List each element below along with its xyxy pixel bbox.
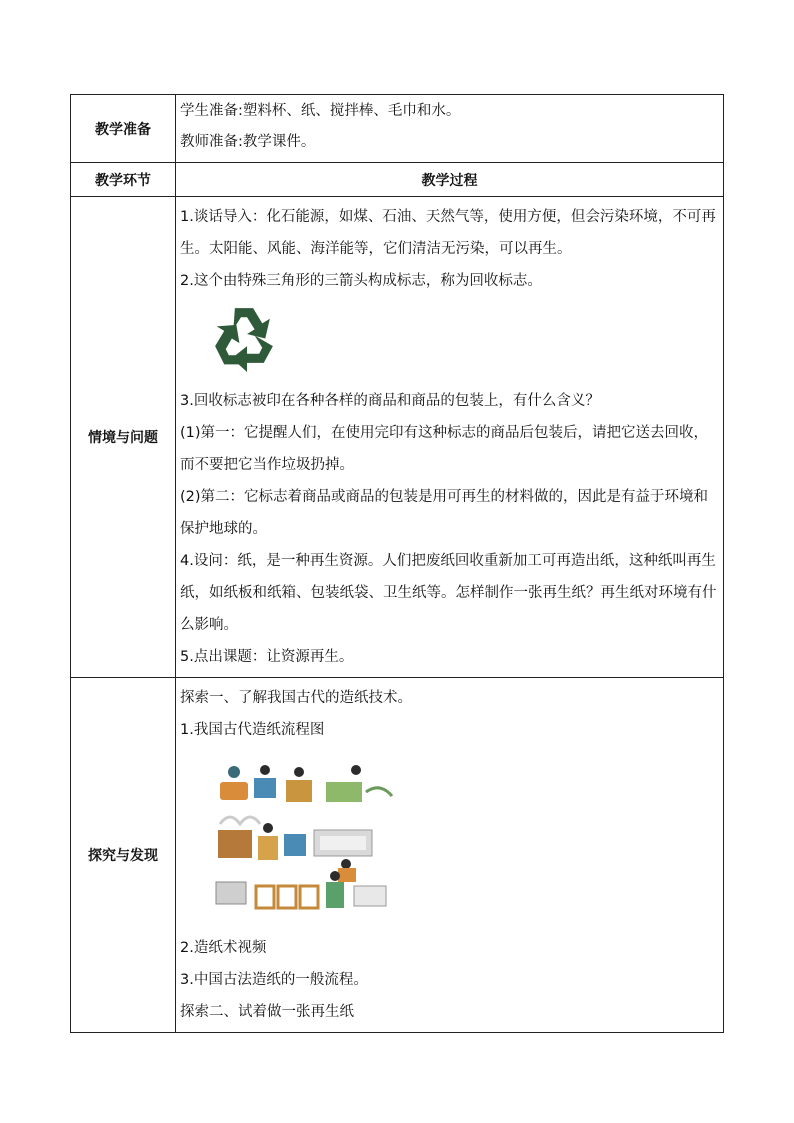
section1-label-cell xyxy=(71,197,176,678)
process-header-label: 教学过程 xyxy=(421,172,478,189)
lesson-topic: 5.点出课题：让资源再生。 xyxy=(180,649,354,665)
lesson-plan-table xyxy=(70,94,724,1033)
papermaking-drawing xyxy=(206,752,402,930)
stage-header-label: 教学环节 xyxy=(95,172,151,189)
question-recycled-paper: 4.设问：纸，是一种再生资源。人们把废纸回收重新加工可再造出纸，这种纸叫再生纸，如纸板和纸箱、包装纸袋、卫生纸等。怎样制作一张再生纸？再生纸对环境有什么影响。 xyxy=(180,553,717,633)
explore-one: 探索一、了解我国古代的造纸技术。 xyxy=(180,690,412,706)
meaning-question: 3.回收标志被印在各种各样的商品和商品的包装上，有什么含义？ xyxy=(180,393,600,409)
meaning-first: (1)第一：它提醒人们，在使用完印有这种标志的商品后包装后，请把它送去回收，而不要把它当作垃圾扔掉。 xyxy=(180,425,709,473)
section1-content-cell xyxy=(176,197,724,678)
process-header xyxy=(176,163,724,197)
section1-label: 情境与问题 xyxy=(88,430,158,446)
intro-paragraph: 1.谈话导入：化石能源，如煤、石油、天然气等，使用方便，但会污染环境，不可再生。太阳能、风能、海洋能等，它们清洁无污染，可以再生。 xyxy=(180,209,716,257)
section2-label: 探究与发现 xyxy=(88,848,158,864)
explore-two: 探索二、试着做一张再生纸 xyxy=(180,1004,354,1020)
papermaking-video: 2.造纸术视频 xyxy=(180,940,267,956)
stage-header xyxy=(71,163,176,197)
flow-chart-title: 1.我国古代造纸流程图 xyxy=(180,722,325,738)
recycle-icon xyxy=(206,299,282,375)
prep-label: 教学准备 xyxy=(95,121,151,138)
traditional-process: 3.中国古法造纸的一般流程。 xyxy=(180,972,368,988)
ancient-papermaking-illustration xyxy=(206,752,402,930)
recycle-icon-wrap xyxy=(180,299,721,379)
prep-content-cell xyxy=(176,95,724,163)
meaning-second: (2)第二：它标志着商品或商品的包装是用可再生的材料做的，因此是有益于环境和保护地球的。 xyxy=(180,489,709,537)
recycle-intro-paragraph: 2.这个由特殊三角形的三箭头构成标志，称为回收标志。 xyxy=(180,273,542,289)
student-prep: 学生准备:塑料杯、纸、搅拌棒、毛巾和水。 xyxy=(180,103,461,119)
prep-label-cell xyxy=(71,95,176,163)
section2-label-cell xyxy=(71,678,176,1033)
section2-content-cell xyxy=(176,678,724,1033)
teacher-prep: 教师准备:教学课件。 xyxy=(180,134,316,150)
